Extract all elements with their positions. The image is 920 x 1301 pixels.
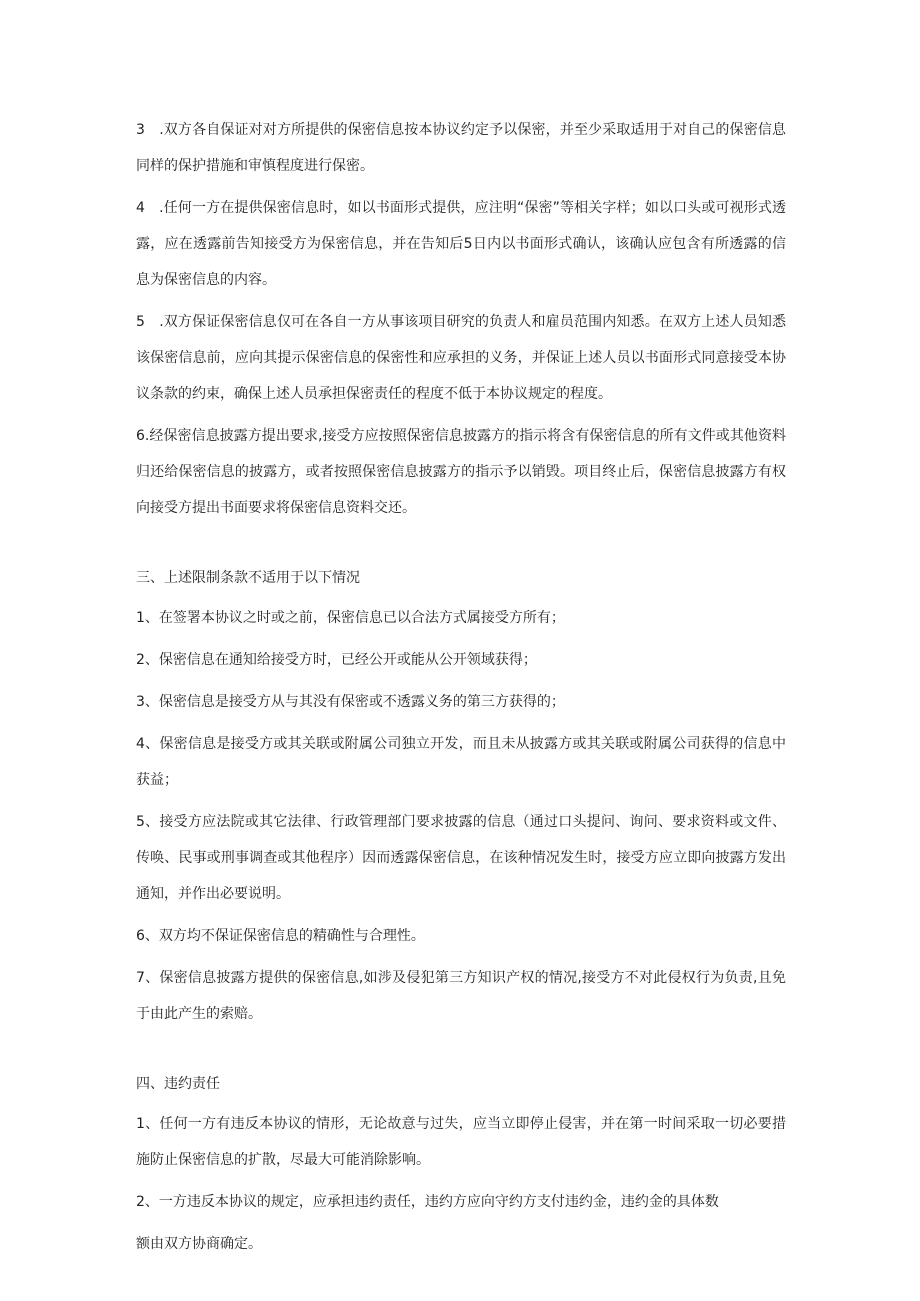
clause-3-3: 3、保密信息是接受方从与其没有保密或不透露义务的第三方获得的； bbox=[136, 694, 565, 710]
clause-4-2-continuation: 额由双方协商确定。 bbox=[136, 1236, 262, 1252]
clause-4-2: 2、一方违反本协议的规定，应承担违约责任，违约方应向守约方支付违约金，违约金的具体数 bbox=[136, 1194, 719, 1210]
clause-2-5: 5 .双方保证保密信息仅可在各自一方从事该项目研究的负责人和雇员范围内知悉。在双方上述人员知悉该保密信息前，应向其提示保密信息的保密性和应承担的义务，并保证上述人员以书面形式同意接受本协议条款的约束，确保上述人员承担保密责任的程度不低于本协议规定的程度。 bbox=[136, 314, 786, 402]
clause-3-2: 2、保密信息在通知给接受方时，已经公开或能从公开领域获得； bbox=[136, 652, 537, 668]
clause-3-1: 1、在签署本协议之时或之前，保密信息已以合法方式属接受方所有； bbox=[136, 610, 565, 626]
clause-2-4: 4 .任何一方在提供保密信息时，如以书面形式提供，应注明“保密”等相关字样；如以口头或可视形式透露，应在透露前告知接受方为保密信息，并在告知后5日内以书面形式确认，该确认应包含有所透露的信息为保密信息的内容。 bbox=[136, 200, 786, 288]
section-3-heading: 三、上述限制条款不适用于以下情况 bbox=[136, 570, 360, 586]
clause-2-3: 3 .双方各自保证对对方所提供的保密信息按本协议约定予以保密，并至少采取适用于对自己的保密信息同样的保护措施和审慎程度进行保密。 bbox=[136, 122, 786, 174]
document-body bbox=[136, 112, 786, 1268]
clause-3-5: 5、接受方应法院或其它法律、行政管理部门要求披露的信息（通过口头提问、询问、要求资料或文件、传唤、民事或刑事调查或其他程序）因而透露保密信息，在该种情况发生时，接受方应立即向披露方发出通知，并作出必要说明。 bbox=[136, 814, 786, 902]
clause-3-7: 7、保密信息披露方提供的保密信息,如涉及侵犯第三方知识产权的情况,接受方不对此侵权行为负责,且免于由此产生的索赔。 bbox=[136, 970, 786, 1022]
clause-2-6: 6.经保密信息披露方提出要求,接受方应按照保密信息披露方的指示将含有保密信息的所有文件或其他资料归还给保密信息的披露方，或者按照保密信息披露方的指示予以销毁。项目终止后，保密信息披露方有权向接受方提出书面要求将保密信息资料交还。 bbox=[136, 428, 786, 516]
clause-3-6: 6、双方均不保证保密信息的精确性与合理性。 bbox=[136, 928, 425, 944]
clause-4-1: 1、任何一方有违反本协议的情形，无论故意与过失，应当立即停止侵害，并在第一时间采取一切必要措施防止保密信息的扩散，尽最大可能消除影响。 bbox=[136, 1116, 786, 1168]
section-4-heading: 四、违约责任 bbox=[136, 1076, 220, 1092]
clause-3-4: 4、保密信息是接受方或其关联或附属公司独立开发，而且未从披露方或其关联或附属公司获得的信息中获益； bbox=[136, 736, 786, 788]
